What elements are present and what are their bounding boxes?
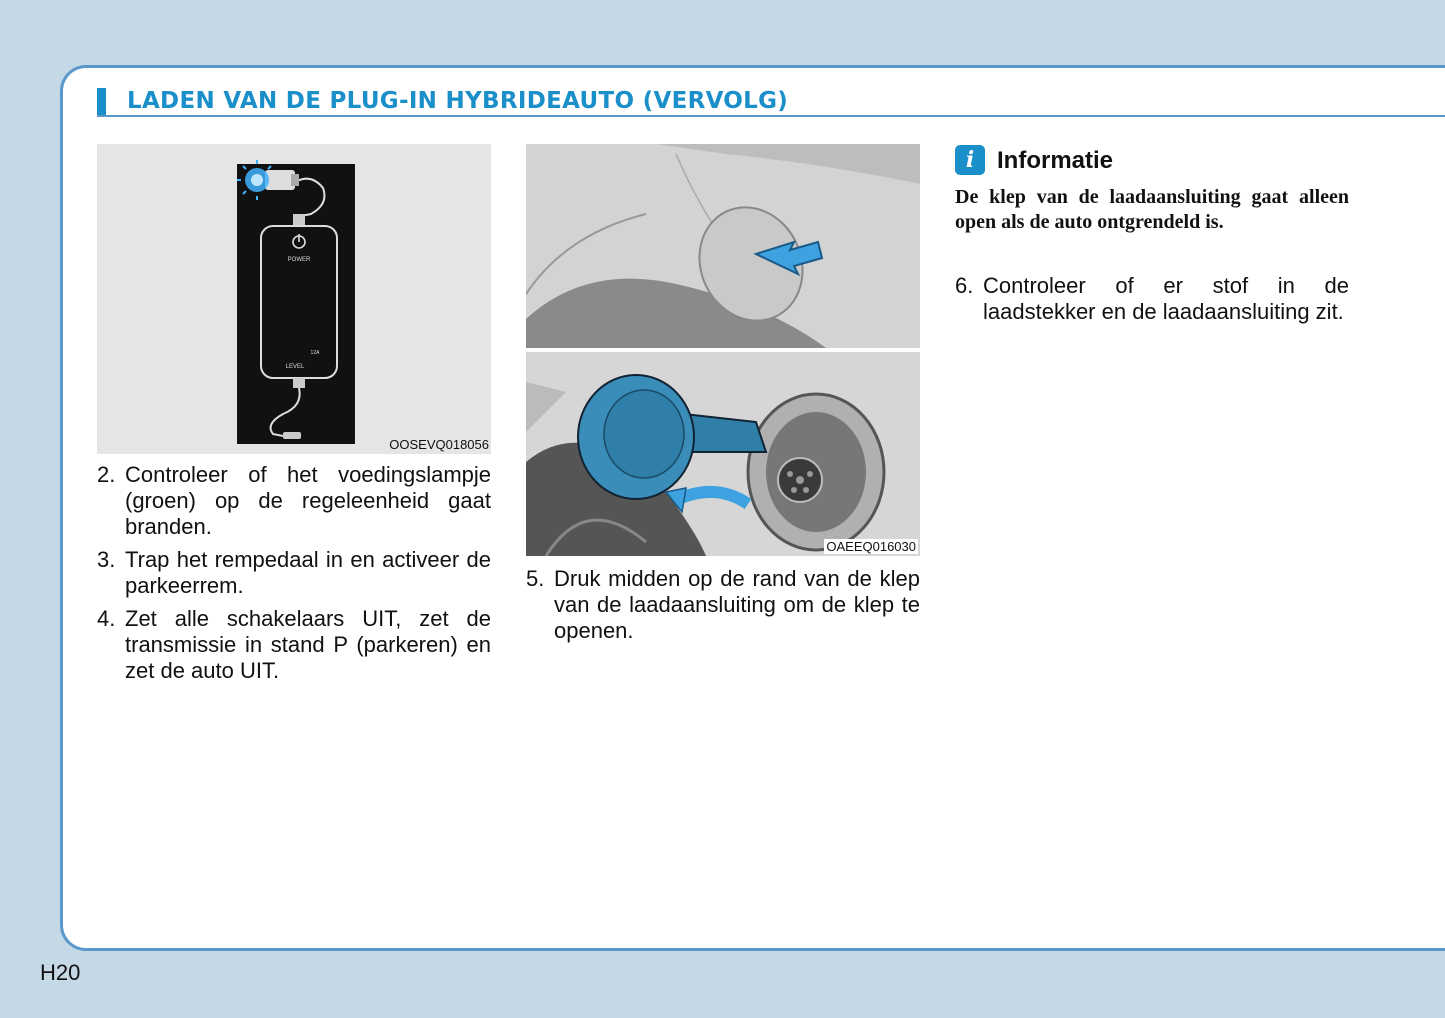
level-label: LEVEL <box>285 364 305 370</box>
step-text: Controleer of er stof in de laadstekker en de laadaansluiting zit. <box>983 273 1349 324</box>
amp-label: 12A <box>310 350 320 356</box>
step-number: 2. <box>97 462 116 487</box>
section-title: LADEN VAN DE PLUG-IN HYBRIDEAUTO (VERVOLG) <box>127 88 789 114</box>
step-number: 3. <box>97 547 116 572</box>
middle-steps-list <box>526 566 920 651</box>
page-number: H20 <box>40 960 81 985</box>
section-header <box>97 88 1445 118</box>
list-item <box>526 566 920 644</box>
figure-code: OAEEQ016030 <box>826 539 916 554</box>
info-icon: i <box>955 145 985 175</box>
list-item <box>97 462 491 540</box>
figure-charger <box>97 144 491 454</box>
figure-car-side <box>526 144 920 348</box>
step-number: 4. <box>97 606 116 631</box>
right-steps-list <box>955 273 1349 332</box>
step-text: Controleer of het voedingslampje (groen) op de regeleenheid gaat branden. <box>125 462 491 539</box>
charger-illustration <box>97 144 491 454</box>
info-text: De klep van de laadaansluiting gaat alleen open als de auto ontgrendeld is. <box>955 186 1349 233</box>
step-number: 5. <box>526 566 545 591</box>
figure-charge-port <box>526 352 920 556</box>
charge-port-illustration <box>526 352 920 556</box>
step-text: Druk midden op de rand van de klep van de laadaansluiting om de klep te openen. <box>554 566 920 643</box>
left-steps-list <box>97 462 491 691</box>
step-number: 6. <box>955 273 974 298</box>
list-item <box>97 547 491 599</box>
title-marker <box>97 88 106 116</box>
step-text: Trap het rempedaal in en activeer de parkeerrem. <box>125 547 491 598</box>
list-item <box>97 606 491 684</box>
power-label: POWER <box>287 257 311 263</box>
car-side-illustration <box>526 144 920 348</box>
list-item <box>955 273 1349 325</box>
title-rule <box>97 115 1445 117</box>
figure-code: OOSEVQ018056 <box>389 437 489 452</box>
info-title: Informatie <box>997 147 1114 174</box>
step-text: Zet alle schakelaars UIT, zet de transmissie in stand P (parkeren) en zet de auto UIT. <box>125 606 491 683</box>
